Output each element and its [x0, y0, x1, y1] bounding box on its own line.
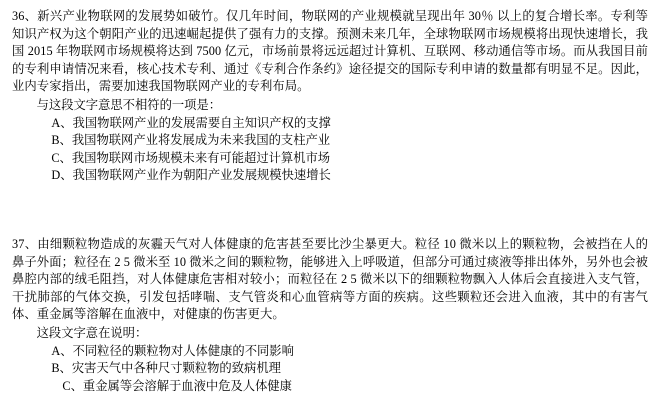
option-c-text: 我国物联网市场规模未来有可能超过计算机市场 — [71, 150, 331, 165]
option-b-letter: B、 — [51, 361, 72, 376]
option-d-text: 我国物联网产业作为朝阳产业发展规模快速增长 — [72, 168, 331, 183]
question-37-option-b[interactable] — [12, 360, 648, 378]
question-36-option-a[interactable] — [12, 115, 648, 133]
option-a-letter: A、 — [51, 343, 73, 358]
question-37-body — [12, 236, 648, 324]
option-b-letter: B、 — [51, 133, 72, 148]
question-37-options — [12, 343, 648, 396]
option-c-letter: C、 — [51, 150, 72, 165]
option-a-letter: A、 — [51, 115, 73, 130]
option-c-text: 重金属等会溶解于血液中危及人体健康 — [82, 378, 292, 393]
question-37-option-c[interactable] — [12, 378, 648, 396]
question-37 — [0, 236, 662, 395]
question-36-options — [12, 115, 648, 185]
option-c-letter: C、 — [62, 378, 83, 393]
question-36-text: 新兴产业物联网的发展势如破竹。仅几年时间，物联网的产业规模就呈现出年 30％ 以上的复合增长率。专利等知识产权为这个朝阳产业的迅速崛起提供了强有力的支撑。预测未来几年，全球物联网市场规模将出现快速增长，我国 2015 年物联网市场规模将达到 7500 亿元，市场前景将远远超过计算机、互联网、移动通信等市场。而从我国目前的专利申请情况来看，核心技术专利、通过《专利合作条约》途径提交的国际专利申请的数量都有明显不足。因此，业内专家指出，需要加速我国物联网产业的专利布局。 — [12, 9, 648, 94]
question-36 — [0, 8, 662, 185]
question-36-option-d[interactable] — [12, 167, 648, 185]
option-b-text: 我国物联网产业将发展成为未来我国的支柱产业 — [71, 133, 331, 148]
question-37-option-a[interactable] — [12, 343, 648, 361]
option-b-text: 灾害天气中各种尺寸颗粒物的致病机理 — [71, 361, 281, 376]
question-37-text: 由细颗粒物造成的灰霾天气对人体健康的危害甚至要比沙尘暴更大。粒径 10 微米以上的颗粒物，会被挡在人的鼻子外面；粒径在 2 5 微米至 10 微米之间的颗粒物，能够进入上呼吸道，但部分可通过痰液等排出体外，另外也会被鼻腔内部的绒毛阻挡，对人体健康危害相对较小；而粒径在 2 5 微米以下的细颗粒物飘入人体后会直接进入支气管，干扰肺部的气体交换，引发包括哮喘、支气管炎和心血管病等方面的疾病。这些颗粒还会进入血液，其中的有害气体、重金属等溶解在血液中，对健康的伤害更大。 — [12, 237, 648, 322]
question-36-number: 36、 — [12, 9, 38, 23]
option-d-letter: D、 — [51, 168, 73, 183]
option-a-text: 不同粒径的颗粒物对人体健康的不同影响 — [72, 343, 294, 358]
option-a-text: 我国物联网产业的发展需要自主知识产权的支撑 — [72, 115, 331, 130]
question-37-prompt: 这段文字意在说明： — [36, 325, 148, 340]
question-36-prompt: 与这段文字意思不相符的一项是： — [36, 97, 222, 112]
question-37-number: 37、 — [12, 237, 38, 251]
question-36-body — [12, 8, 648, 96]
question-36-option-c[interactable] — [12, 150, 648, 168]
question-36-option-b[interactable] — [12, 132, 648, 150]
